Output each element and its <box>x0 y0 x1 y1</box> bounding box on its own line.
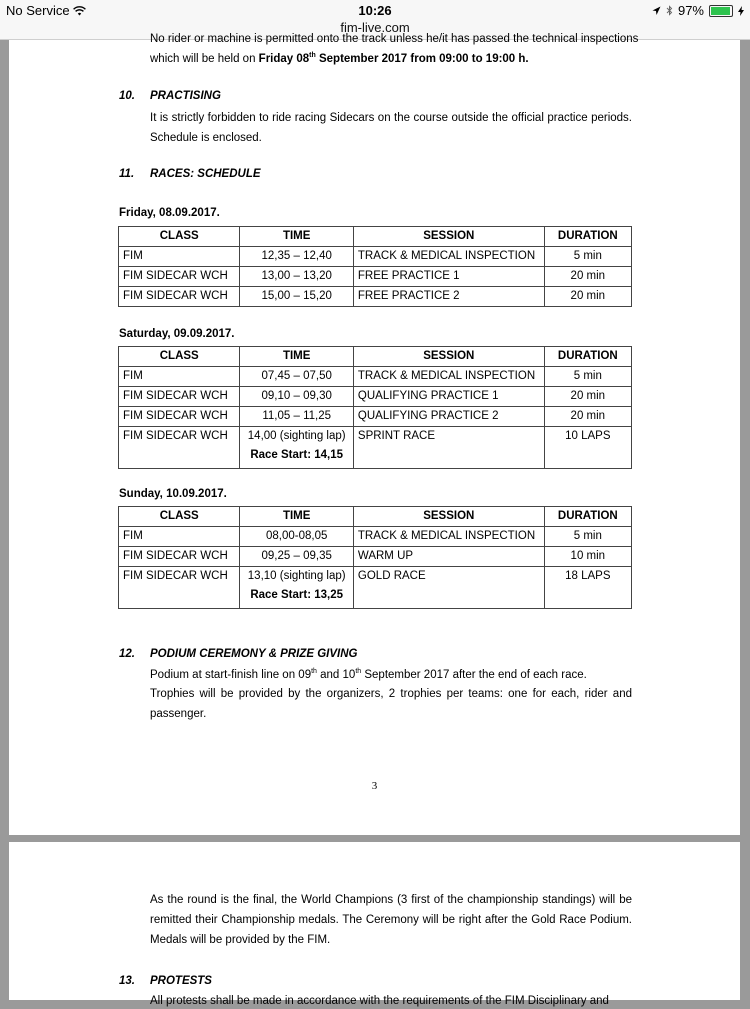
section-10-title: PRACTISING <box>150 90 221 102</box>
cell-duration: 10 LAPS <box>544 427 631 469</box>
section-12-number: 12. <box>119 648 135 660</box>
header-class: CLASS <box>119 227 240 247</box>
cell-duration: 10 min <box>544 547 631 567</box>
cell-duration: 20 min <box>544 387 631 407</box>
pdf-page <box>9 33 740 835</box>
cell-time: 11,05 – 11,25 <box>240 407 353 427</box>
header-session: SESSION <box>353 347 544 367</box>
podium-line <box>150 667 587 683</box>
sunday-schedule-table <box>118 506 632 609</box>
table-row <box>119 427 632 469</box>
table-row <box>119 387 632 407</box>
podium-sup-1: th <box>311 668 317 675</box>
bluetooth-icon <box>666 5 673 16</box>
cell-time <box>240 567 353 609</box>
cell-time: 09,10 – 09,30 <box>240 387 353 407</box>
cell-time <box>240 427 353 469</box>
section-13-title: PROTESTS <box>150 975 212 987</box>
cell-class: FIM SIDECAR WCH <box>119 547 240 567</box>
section-11-number: 11. <box>119 168 135 180</box>
header-time: TIME <box>240 347 353 367</box>
cell-session: QUALIFYING PRACTICE 1 <box>353 387 544 407</box>
cell-session: SPRINT RACE <box>353 427 544 469</box>
table-header-row <box>119 507 632 527</box>
page-number: 3 <box>371 780 378 792</box>
header-time: TIME <box>240 507 353 527</box>
podium-sup-2: th <box>355 668 362 675</box>
table-row <box>119 527 632 547</box>
cell-duration: 18 LAPS <box>544 567 631 609</box>
table-row <box>119 367 632 387</box>
battery-percent: 97% <box>677 3 704 18</box>
cell-race-start: Race Start: 14,15 <box>250 449 344 461</box>
cell-time: 09,25 – 09,35 <box>240 547 353 567</box>
header-duration: DURATION <box>544 347 631 367</box>
cell-time: 07,45 – 07,50 <box>240 367 353 387</box>
cell-class: FIM <box>119 527 240 547</box>
cell-time: 12,35 – 12,40 <box>240 247 353 267</box>
cell-time-sighting: 13,10 (sighting lap) <box>247 570 346 582</box>
table-row <box>119 267 632 287</box>
table-header-row <box>119 227 632 247</box>
header-duration: DURATION <box>544 227 631 247</box>
location-arrow-icon <box>652 6 661 16</box>
table-header-row <box>119 347 632 367</box>
cell-time-sighting: 14,00 (sighting lap) <box>247 430 346 442</box>
inspection-text: which will be held on <box>150 53 259 65</box>
carrier-text: No Service <box>6 3 70 18</box>
medals-text: As the round is the final, the World Champions (3 first of the championship standings) will be remitted their Championship medals. The Ceremony will be right after the Gold Race Podium. Medals will be provided by the FIM. <box>150 894 632 946</box>
cell-duration: 5 min <box>544 527 631 547</box>
inspection-time: September 2017 from 09:00 to 19:00 h. <box>315 53 529 65</box>
table-row <box>119 547 632 567</box>
battery-icon <box>709 5 733 17</box>
header-time: TIME <box>240 227 353 247</box>
cell-session: TRACK & MEDICAL INSPECTION <box>353 247 544 267</box>
clock: 10:26 <box>358 3 392 18</box>
charging-bolt-icon <box>738 6 744 16</box>
section-10-text: It is strictly forbidden to ride racing Sidecars on the course outside the official practice periods. Schedule is enclosed. <box>150 112 632 144</box>
cell-class: FIM <box>119 247 240 267</box>
cell-class: FIM SIDECAR WCH <box>119 387 240 407</box>
trophies-text: Trophies will be provided by the organizers, 2 trophies per teams: one for each, rider and passenger. <box>150 688 632 720</box>
podium-text-c: September 2017 after the end of each race. <box>361 669 587 681</box>
status-bar <box>0 0 750 20</box>
url-text[interactable]: fim-live.com <box>340 20 410 35</box>
cell-duration: 20 min <box>544 287 631 307</box>
cell-session: TRACK & MEDICAL INSPECTION <box>353 527 544 547</box>
cell-duration: 20 min <box>544 407 631 427</box>
friday-label: Friday, 08.09.2017. <box>119 207 220 219</box>
cell-time: 15,00 – 15,20 <box>240 287 353 307</box>
friday-schedule-table <box>118 226 632 307</box>
header-duration: DURATION <box>544 507 631 527</box>
saturday-label: Saturday, 09.09.2017. <box>119 328 235 340</box>
cell-duration: 20 min <box>544 267 631 287</box>
cell-class: FIM SIDECAR WCH <box>119 567 240 609</box>
inspection-sup: th <box>309 52 316 59</box>
podium-text-a: Podium at start-finish line on 09 <box>150 669 312 681</box>
header-class: CLASS <box>119 507 240 527</box>
cell-class: FIM <box>119 367 240 387</box>
cell-class: FIM SIDECAR WCH <box>119 267 240 287</box>
table-row <box>119 567 632 609</box>
header-session: SESSION <box>353 227 544 247</box>
status-right <box>652 3 744 18</box>
cell-session: QUALIFYING PRACTICE 2 <box>353 407 544 427</box>
table-row <box>119 247 632 267</box>
cell-race-start: Race Start: 13,25 <box>250 589 344 601</box>
cell-class: FIM SIDECAR WCH <box>119 407 240 427</box>
inspection-line <box>150 51 529 67</box>
protests-cut-line: All protests shall be made in accordance with the requirements of the FIM Disciplinary and <box>150 995 609 1007</box>
cell-session: GOLD RACE <box>353 567 544 609</box>
cell-duration: 5 min <box>544 367 631 387</box>
table-row <box>119 407 632 427</box>
cell-session: FREE PRACTICE 1 <box>353 267 544 287</box>
cell-class: FIM SIDECAR WCH <box>119 287 240 307</box>
section-11-title: RACES: SCHEDULE <box>150 168 261 180</box>
cut-text-line: No rider or machine is permitted onto the track unless he/it has passed the technical inspections <box>150 33 639 45</box>
cell-session: WARM UP <box>353 547 544 567</box>
section-13-number: 13. <box>119 975 135 987</box>
cell-time: 08,00-08,05 <box>240 527 353 547</box>
header-class: CLASS <box>119 347 240 367</box>
podium-text-b: and 10 <box>316 669 356 681</box>
saturday-schedule-table <box>118 346 632 469</box>
cell-session: TRACK & MEDICAL INSPECTION <box>353 367 544 387</box>
inspection-date: Friday 08 <box>258 53 310 65</box>
section-10-number: 10. <box>119 90 135 102</box>
cell-session: FREE PRACTICE 2 <box>353 287 544 307</box>
section-12-title: PODIUM CEREMONY & PRIZE GIVING <box>150 648 358 660</box>
sunday-label: Sunday, 10.09.2017. <box>119 488 227 500</box>
cell-time: 13,00 – 13,20 <box>240 267 353 287</box>
cell-duration: 5 min <box>544 247 631 267</box>
pdf-page <box>9 842 740 1007</box>
cell-class: FIM SIDECAR WCH <box>119 427 240 469</box>
header-session: SESSION <box>353 507 544 527</box>
table-row <box>119 287 632 307</box>
